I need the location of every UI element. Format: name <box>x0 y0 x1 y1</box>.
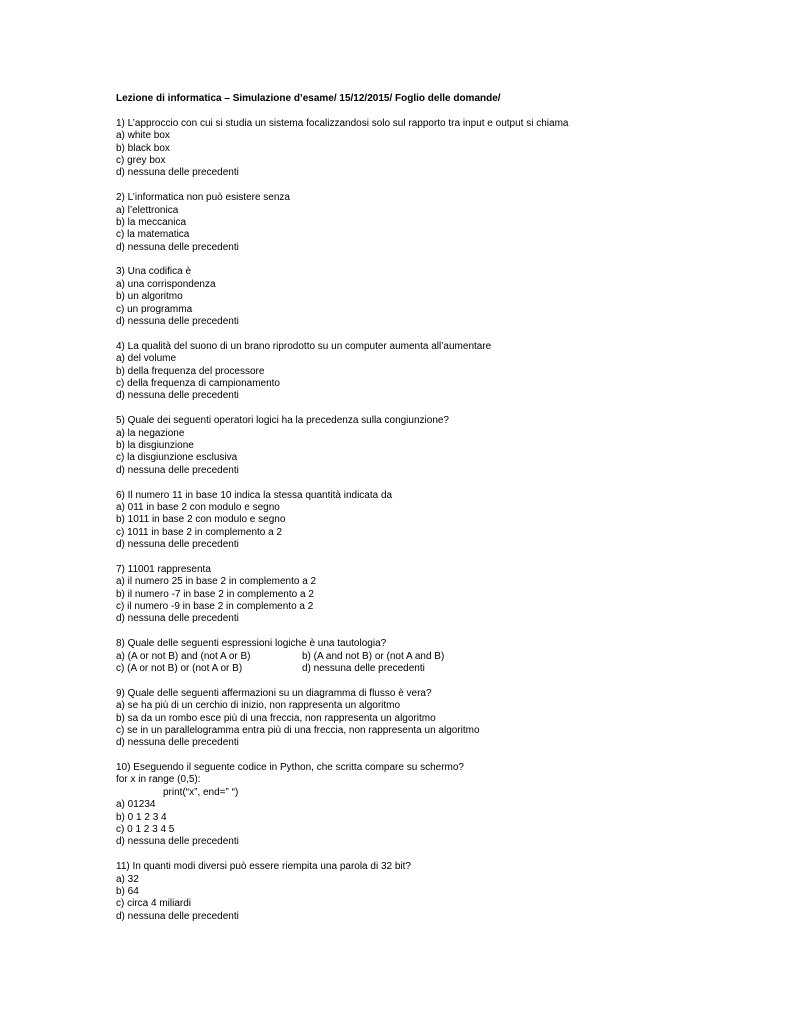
question-block <box>116 490 756 552</box>
question-text: 1) L’approccio con cui si studia un sistema focalizzandosi solo sul rapporto tra input e output si chiama <box>116 117 569 129</box>
question-text: 9) Quale delle seguenti affermazioni su un diagramma di flusso è vera? <box>116 687 432 699</box>
answer-option: c) (A or not B) or (not A or B) <box>116 662 243 674</box>
question-text: 2) L’informatica non può esistere senza <box>116 192 290 204</box>
answer-option: b) la meccanica <box>116 216 187 228</box>
answer-option: a) (A or not B) and (not A or B) <box>116 650 251 662</box>
question-block <box>116 341 756 403</box>
answer-option: c) la matematica <box>116 229 190 241</box>
spacer <box>116 675 756 687</box>
answer-option: a) una corrispondenza <box>116 278 216 290</box>
question-block <box>116 118 756 180</box>
answer-option: b) 1011 in base 2 con modulo e segno <box>116 514 286 526</box>
answer-option: a) 32 <box>116 873 139 885</box>
answer-option: a) la negazione <box>116 427 185 439</box>
question-block <box>116 762 756 849</box>
answer-option: d) nessuna delle precedenti <box>116 390 239 402</box>
question-block <box>116 861 756 923</box>
question-block <box>116 415 756 477</box>
answer-option: c) grey box <box>116 154 166 166</box>
answer-option: d) nessuna delle precedenti <box>116 539 239 551</box>
answer-option: d) nessuna delle precedenti <box>116 737 239 749</box>
answer-option: d) nessuna delle precedenti <box>116 910 239 922</box>
answer-option: c) se in un parallelogramma entra più di una freccia, non rappresenta un algoritmo <box>116 724 480 736</box>
answer-option: b) black box <box>116 142 170 154</box>
spacer <box>116 626 756 638</box>
answer-option: d) nessuna delle precedenti <box>116 316 239 328</box>
answer-option: a) white box <box>116 130 170 142</box>
answer-option: d) nessuna delle precedenti <box>116 836 239 848</box>
spacer <box>116 105 756 117</box>
answer-option: b) 0 1 2 3 4 <box>116 811 167 823</box>
answer-option: a) del volume <box>116 353 177 365</box>
answer-option: d) nessuna delle precedenti <box>116 167 239 179</box>
answer-option-row <box>116 651 756 663</box>
spacer <box>116 477 756 489</box>
answer-option: c) della frequenza di campionamento <box>116 377 280 389</box>
question-text: 7) 11001 rappresenta <box>116 563 211 575</box>
answer-option: c) circa 4 miliardi <box>116 898 192 910</box>
question-text: 4) La qualità del suono di un brano riprodotto su un computer aumenta all’aumentare <box>116 340 492 352</box>
answer-option: b) la disgiunzione <box>116 439 194 451</box>
answer-option: b) un algoritmo <box>116 291 183 303</box>
question-block <box>116 266 756 328</box>
answer-option: b) (A and not B) or (not A and B) <box>302 650 445 662</box>
answer-option: c) il numero -9 in base 2 in complemento a 2 <box>116 601 314 613</box>
answer-option: a) se ha più di un cerchio di inizio, non rappresenta un algoritmo <box>116 700 401 712</box>
answer-option: b) 64 <box>116 886 139 897</box>
question-block <box>116 192 756 254</box>
spacer <box>116 849 756 861</box>
answer-option-row <box>116 663 756 675</box>
question-block <box>116 688 756 750</box>
code-line: print(“x”, end=” “) <box>163 786 239 798</box>
document-page <box>116 93 756 923</box>
question-text: 6) Il numero 11 in base 10 indica la stessa quantità indicata da <box>116 489 393 501</box>
question-text: 3) Una codifica è <box>116 266 192 278</box>
question-block <box>116 564 756 626</box>
answer-option: d) nessuna delle precedenti <box>116 613 239 625</box>
answer-option: d) nessuna delle precedenti <box>116 464 239 476</box>
document-title: Lezione di informatica – Simulazione d’esame/ 15/12/2015/ Foglio delle domande/ <box>116 93 501 104</box>
answer-option: a) 01234 <box>116 799 156 811</box>
answer-option: c) 0 1 2 3 4 5 <box>116 824 175 836</box>
answer-option: c) 1011 in base 2 in complemento a 2 <box>116 526 283 538</box>
question-block <box>116 638 756 675</box>
answer-option: c) la disgiunzione esclusiva <box>116 452 238 464</box>
question-text: 8) Quale delle seguenti espressioni logiche è una tautologia? <box>116 638 387 650</box>
answer-option: a) il numero 25 in base 2 in complemento a 2 <box>116 576 317 588</box>
answer-option: a) 011 in base 2 con modulo e segno <box>116 501 280 513</box>
question-text: 11) In quanti modi diversi può essere riempita una parola di 32 bit? <box>116 861 411 873</box>
answer-option: d) nessuna delle precedenti <box>116 241 239 253</box>
answer-option: a) l’elettronica <box>116 204 179 216</box>
answer-option: b) il numero -7 in base 2 in complemento a 2 <box>116 588 314 600</box>
answer-option: d) nessuna delle precedenti <box>302 662 425 674</box>
question-text: 10) Eseguendo il seguente codice in Python, che scritta compare su schermo? <box>116 762 464 774</box>
spacer <box>116 750 756 762</box>
question-text: 5) Quale dei seguenti operatori logici ha la precedenza sulla congiunzione? <box>116 415 449 427</box>
spacer <box>116 328 756 340</box>
answer-option: c) un programma <box>116 303 193 315</box>
answer-option: b) della frequenza del processore <box>116 365 265 377</box>
code-line: for x in range (0,5): <box>116 774 201 786</box>
spacer <box>116 254 756 266</box>
answer-option: b) sa da un rombo esce più di una freccia, non rappresenta un algoritmo <box>116 712 436 724</box>
spacer <box>116 180 756 192</box>
spacer <box>116 403 756 415</box>
spacer <box>116 551 756 563</box>
